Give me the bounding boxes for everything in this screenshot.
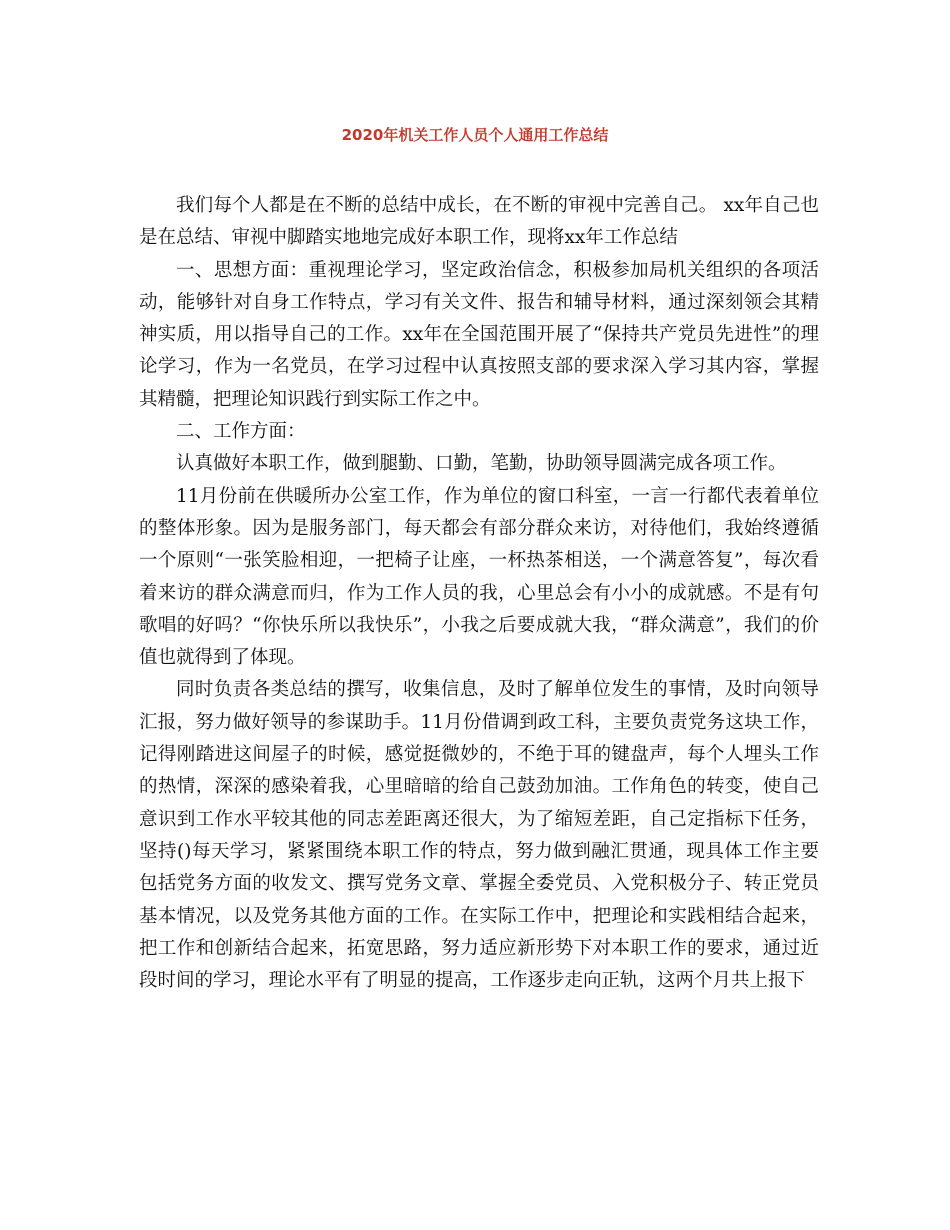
paragraph-work-heading: 二、工作方面： xyxy=(176,421,306,443)
paragraph-summary-writing: 同时负责各类总结的撰写，收集信息，及时了解单位发生的事情，及时向领导汇报，努力做好领导的参谋助手。11月份借调到政工科，主要负责党务这块工作，记得刚踏进这间屋子的时候，感觉挺微妙的，不绝于耳的键盘声，每个人埋头工作的热情，深深的感染着我，心里暗暗的给自己鼓劲加油。工作角色的转变，使自己意识到工作水平较其他的同志差距离还很大，为了缩短差距，自己定指标下任务，坚持()每天学习，紧紧围绕本职工作的特点，努力做到融汇贯通，现具体工作主要包括党务方面的收发文、撰写党务文章、掌握全委党员、入党积极分子、转正党员基本情况，以及党务其他方面的工作。在实际工作中，把理论和实践相结合起来，把工作和创新结合起来，拓宽思路，努力适应新形势下对本职工作的要求，通过近段时间的学习，理论水平有了明显的提高，工作逐步走向正轨，这两个月共上报下 xyxy=(139,679,819,992)
document-title: 2020年机关工作人员个人通用工作总结 xyxy=(341,126,609,144)
paragraph-office: 11月份前在供暖所办公室工作，作为单位的窗口科室，一言一行都代表着单位的整体形象。因为是服务部门，每天都会有部分群众来访，对待他们，我始终遵循一个原则“一张笑脸相迎，一把椅子让座，一杯热茶相送，一个满意答复”，每次看着来访的群众满意而归，作为工作人员的我，心里总会有小小的成就感。不是有句歌唱的好吗？“你快乐所以我快乐”，小我之后要成就大我，“群众满意”，我们的价值也就得到了体现。 xyxy=(139,485,819,669)
paragraph-duty: 认真做好本职工作，做到腿勤、口勤，笔勤，协助领导圆满完成各项工作。 xyxy=(176,453,787,475)
document-body xyxy=(139,190,819,997)
paragraph-thought: 一、思想方面：重视理论学习，坚定政治信念，积极参加局机关组织的各项活动，能够针对自身工作特点，学习有关文件、报告和辅导材料，通过深刻领会其精神实质，用以指导自己的工作。xx年在全国范围开展了“保持共产党员先进性”的理论学习，作为一名党员，在学习过程中认真按照支部的要求深入学习其内容，掌握其精髓，把理论知识践行到实际工作之中。 xyxy=(139,259,819,410)
paragraph-intro: 我们每个人都是在不断的总结中成长，在不断的审视中完善自己。 xx年自己也是在总结、审视中脚踏实地地完成好本职工作，现将xx年工作总结 xyxy=(139,195,819,249)
